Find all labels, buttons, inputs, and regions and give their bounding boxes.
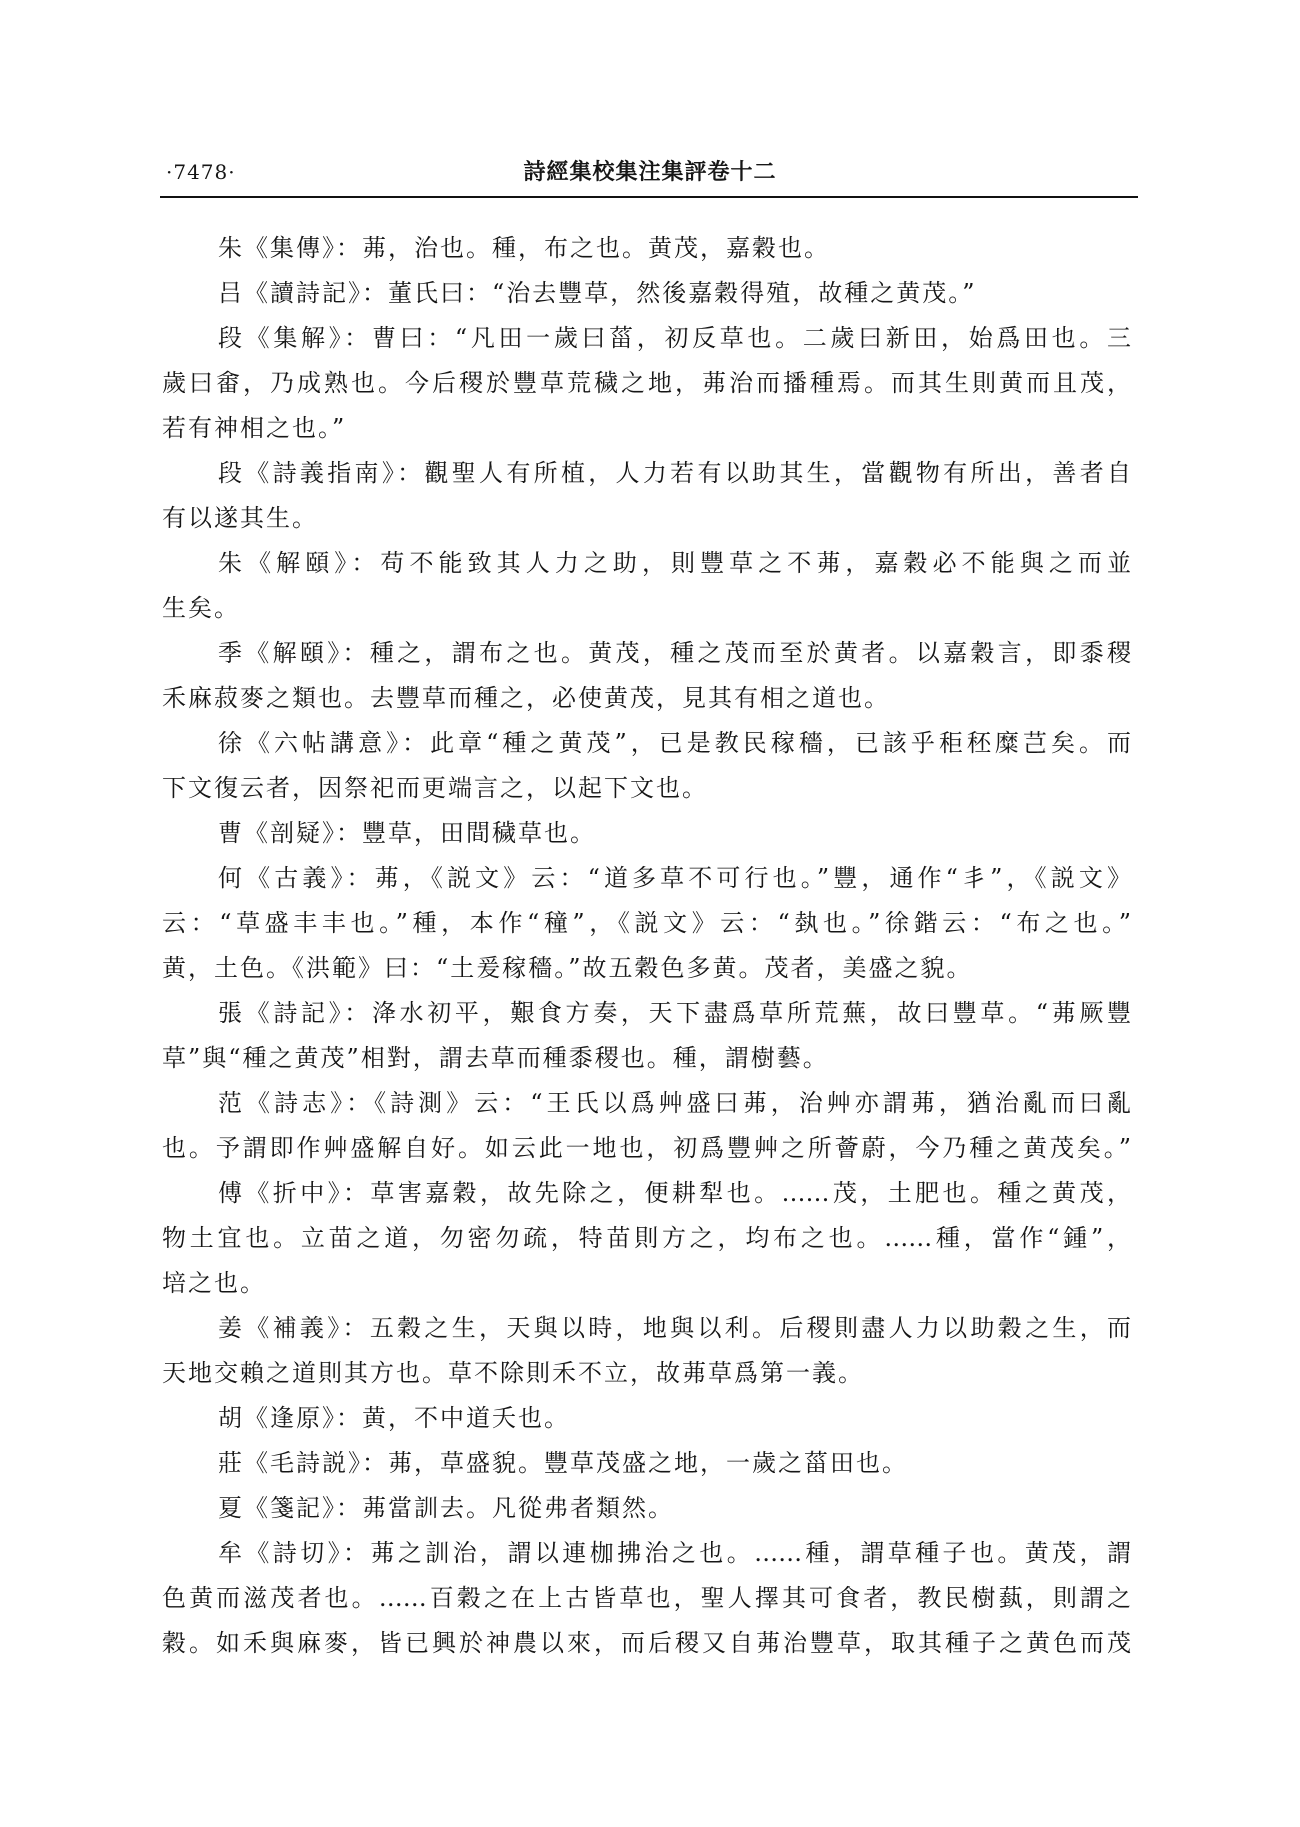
header-rule [160,196,1138,198]
text-line: 禾麻菽麥之類也。去豐草而種之，必使黄茂，見其有相之道也。 [162,684,890,712]
text-line: 物土宜也。立苗之道，勿密勿疏，特苗則方之，均布之也。……種，當作“鍾”， [162,1224,1131,1252]
text-line: 黄，土色。《洪範》曰：“土爰稼穡。”故五穀色多黄。茂者，美盛之貌。 [162,954,973,982]
text-line: 夏《箋記》：茀當訓去。凡從弗者類然。 [218,1494,674,1522]
commentary-paragraph [162,856,1131,991]
text-line: 張《詩記》：洚水初平，艱食方奏，天下盡爲草所荒蕪，故曰豐草。“茀厥豐 [218,999,1131,1027]
commentary-paragraph [162,541,1131,631]
text-line: 穀。如禾與麻麥，皆已興於神農以來，而后稷又自茀治豐草，取其種子之黄色而茂 [162,1629,1131,1657]
text-line: 培之也。 [162,1269,266,1297]
text-line: 吕《讀詩記》：董氏曰：“治去豐草，然後嘉穀得殖，故種之黄茂。” [218,279,977,307]
commentary-paragraph [162,991,1131,1081]
commentary-paragraph [162,271,1131,316]
text-line: 范《詩志》：《詩測》云：“王氏以爲艸盛曰茀，治艸亦謂茀，猶治亂而曰亂 [218,1089,1131,1117]
text-line: 有以遂其生。 [162,504,318,532]
commentary-paragraph [162,1531,1131,1666]
text-line: 季《解頤》：種之，謂布之也。黄茂，種之茂而至於黄者。以嘉穀言，即黍稷 [218,639,1131,667]
text-line: 天地交賴之道則其方也。草不除則禾不立，故茀草爲第一義。 [162,1359,864,1387]
text-line: 若有神相之也。” [162,414,347,442]
text-line: 朱《集傳》：茀，治也。種，布之也。黄茂，嘉穀也。 [218,234,830,262]
text-line: 莊《毛詩説》：茀，草盛貌。豐草茂盛之地，一歲之菑田也。 [218,1449,908,1477]
text-line: 曹《剖疑》：豐草，田間穢草也。 [218,819,596,847]
commentary-paragraph [162,721,1131,811]
text-line: 胡《逢原》：黄，不中道夭也。 [218,1404,570,1432]
text-line: 下文復云者，因祭祀而更端言之，以起下文也。 [162,774,708,802]
commentary-paragraph [162,631,1131,721]
commentary-paragraph [162,1441,1131,1486]
text-line: 生矣。 [162,594,240,622]
commentary-paragraph [162,1081,1131,1171]
commentary-text [162,226,1131,1666]
text-line: 段《詩義指南》：觀聖人有所植，人力若有以助其生，當觀物有所出，善者自 [218,459,1131,487]
commentary-paragraph [162,1486,1131,1531]
text-line: 草”與“種之黄茂”相對，謂去草而種黍稷也。種，謂樹藝。 [162,1044,829,1072]
commentary-paragraph [162,451,1131,541]
text-line: 何《古義》：茀，《説文》云：“道多草不可行也。”豐，通作“丯”，《説文》 [218,864,1131,892]
commentary-paragraph [162,811,1131,856]
running-title: 詩經集校集注集評卷十二 [523,159,777,185]
text-line: 歲曰畬，乃成熟也。今后稷於豐草荒穢之地，茀治而播種焉。而其生則黄而且茂， [162,369,1131,397]
text-line: 云：“草盛丰丰也。”種，本作“穜”，《説文》云：“埶也。”徐鍇云：“布之也。” [162,909,1131,937]
commentary-paragraph [162,1306,1131,1396]
text-line: 傅《折中》：草害嘉穀，故先除之，便耕犁也。……茂，土肥也。種之黄茂， [218,1179,1131,1207]
commentary-paragraph [162,316,1131,451]
commentary-paragraph [162,1171,1131,1306]
commentary-paragraph [162,226,1131,271]
text-line: 朱《解頤》：苟不能致其人力之助，則豐草之不茀，嘉穀必不能與之而並 [218,549,1131,577]
text-line: 色黄而滋茂者也。……百穀之在上古皆草也，聖人擇其可食者，教民樹蓺，則謂之 [162,1584,1131,1612]
commentary-paragraph [162,1396,1131,1441]
text-line: 段《集解》：曹曰：“凡田一歲曰菑，初反草也。二歲曰新田，始爲田也。三 [218,324,1131,352]
page-number: ·7478· [166,160,236,184]
text-line: 也。予謂即作艸盛解自好。如云此一地也，初爲豐艸之所薈蔚，今乃種之黄茂矣。” [162,1134,1131,1162]
text-line: 徐《六帖講意》：此章“種之黄茂”，已是教民稼穡，已該乎秬秠糜芑矣。而 [218,729,1131,757]
text-line: 牟《詩切》：茀之訓治，謂以連枷拂治之也。……種，謂草種子也。黄茂，謂 [218,1539,1131,1567]
text-line: 姜《補義》：五穀之生，天與以時，地與以利。后稷則盡人力以助穀之生，而 [218,1314,1131,1342]
